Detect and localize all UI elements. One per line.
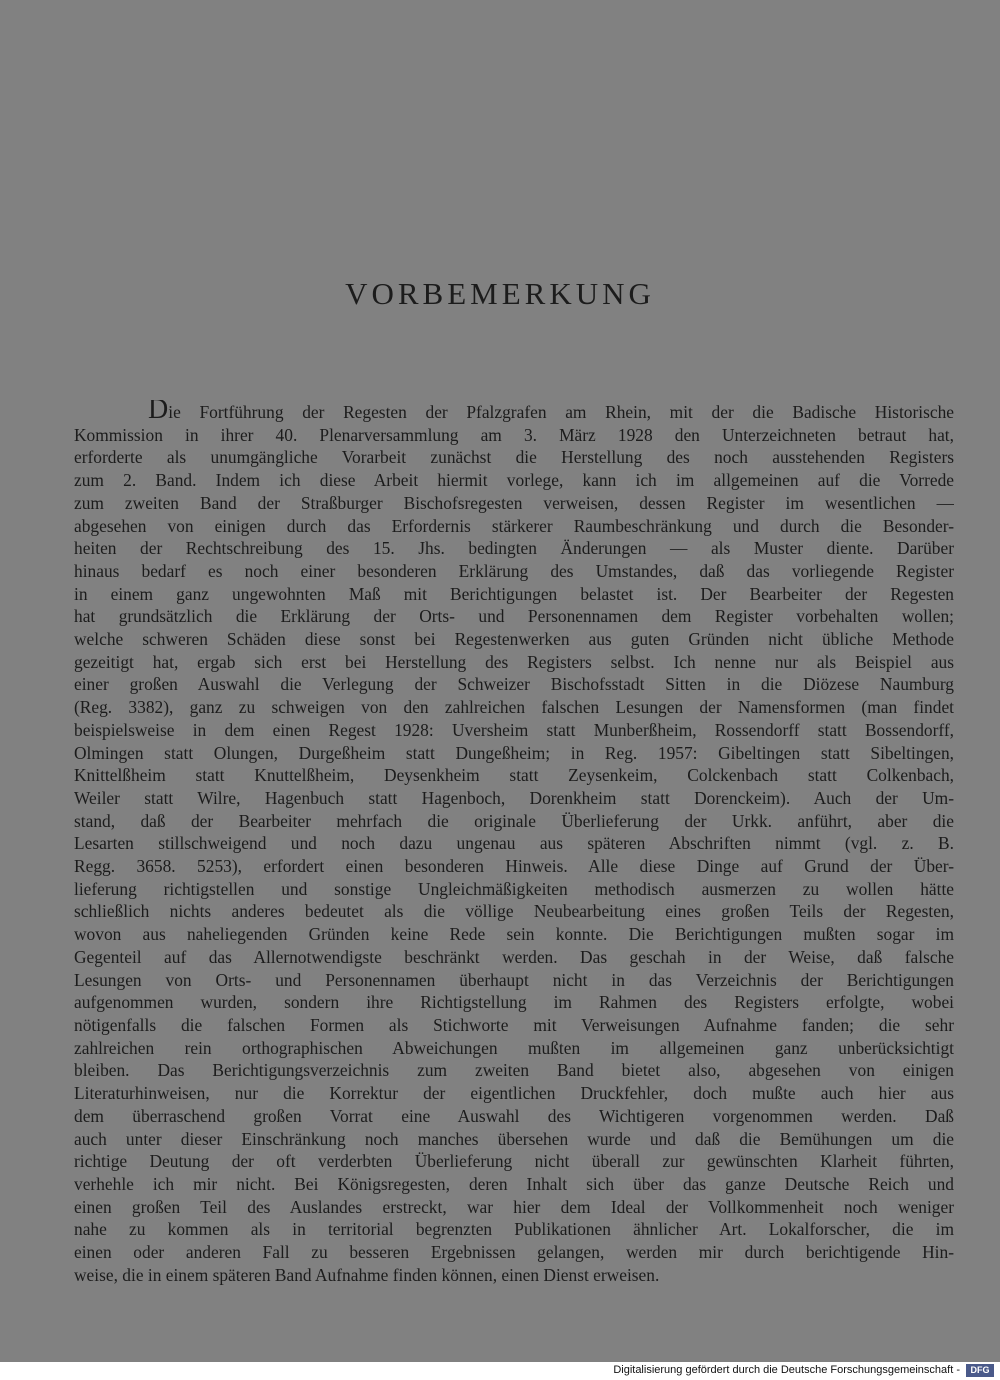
text-line: erforderte als unumgängliche Vorarbeit zunächst die Herstellung des noch ausstehenden Registers — [74, 447, 954, 468]
text-line: hat grundsätzlich die Erklärung der Orts- und Personennamen dem Register vorbehalten wollen; — [74, 606, 954, 627]
text-line: Literaturhinweisen, nur die Korrektur der eigentlichen Druckfehler, doch mußte auch hier aus — [74, 1083, 954, 1104]
text-line: in einem ganz ungewohnten Maß mit Berichtigungen belastet ist. Der Bearbeiter der Regesten — [74, 583, 954, 604]
text-line: aufgenommen wurden, sondern ihre Richtigstellung im Rahmen des Registers erfolgte, wobei — [74, 992, 954, 1013]
text-line-1-content: ie Fortführung der Regesten der Pfalzgrafen am Rhein, mit der die Badische Historische — [168, 402, 954, 422]
text-line: welche schweren Schäden diese sonst bei Regestenwerken aus guten Gründen nicht übliche Methode — [74, 629, 954, 650]
text-line: zum 2. Band. Indem ich diese Arbeit hiermit vorlege, kann ich im allgemeinen auf die Vorrede — [74, 470, 954, 491]
text-line: Kommission in ihrer 40. Plenarversammlung am 3. März 1928 den Unterzeichneten betraut hat, — [74, 424, 954, 445]
footer-credit: Digitalisierung gefördert durch die Deutsche Forschungsgemeinschaft - — [613, 1364, 960, 1376]
text-line: heiten der Rechtschreibung des 15. Jhs. bedingten Änderungen — als Muster diente. Darüber — [74, 538, 954, 559]
body-paragraph — [74, 400, 954, 1286]
text-line: Lesungen von Orts- und Personennamen überhaupt nicht in das Verzeichnis der Berichtigungen — [74, 969, 954, 990]
text-line: zahlreichen rein orthographischen Abweichungen mußten im allgemeinen ganz unberücksichtigt — [74, 1037, 954, 1058]
text-line: zum zweiten Band der Straßburger Bischofsregesten verweisen, dessen Register im wesentlichen — — [74, 492, 954, 513]
text-line: (Reg. 3382), ganz zu schweigen von den zahlreichen falschen Lesungen der Namensformen (man findet — [74, 697, 954, 718]
text-line: Regg. 3658. 5253), erfordert einen besonderen Hinweis. Alle diese Dinge auf Grund der Über- — [74, 856, 954, 877]
text-line: einer großen Auswahl die Verlegung der Schweizer Bischofsstadt Sitten in die Diözese Naumburg — [74, 674, 954, 695]
text-line-last: weise, die in einem späteren Band Aufnahme finden können, einen Dienst erweisen. — [74, 1264, 660, 1285]
text-line: Knittelßheim statt Knuttelßheim, Deysenkheim statt Zeysenkeim, Colckenbach statt Colkenbach, — [74, 765, 954, 786]
text-line: auch unter dieser Einschränkung noch manches übersehen wurde und daß die Bemühungen um die — [74, 1128, 954, 1149]
drop-cap: D — [148, 400, 169, 424]
text-line: lieferung richtigstellen und sonstige Ungleichmäßigkeiten methodisch ausmerzen zu wollen hätte — [74, 878, 954, 899]
text-line: schließlich nichts anderes bedeutet als die völlige Neubearbeitung eines großen Teils der Regesten, — [74, 901, 954, 922]
text-line: bleiben. Das Berichtigungsverzeichnis zum zweiten Band bietet also, abgesehen von einigen — [74, 1060, 954, 1081]
dfg-logo-icon: DFG — [966, 1364, 994, 1377]
text-line: Lesarten stillschweigend und noch dazu ungenau aus späteren Abschriften nimmt (vgl. z. B. — [74, 833, 954, 854]
text-line: beispielsweise in dem einen Regest 1928: Uversheim statt Munberßheim, Rossendorff statt Bossendorff, — [74, 719, 954, 740]
text-line: Olmingen statt Olungen, Durgeßheim statt Dungeßheim; in Reg. 1957: Gibeltingen statt Sibeltingen, — [74, 742, 954, 763]
text-line: verhehle ich mir nicht. Bei Königsregesten, deren Inhalt sich über das ganze Deutsche Reich und — [74, 1173, 954, 1194]
text-line: gezeitigt hat, ergab sich erst bei Herstellung des Registers selbst. Ich nenne nur als Beispiel aus — [74, 651, 954, 672]
text-line: wovon aus naheliegenden Gründen keine Rede sein konnte. Die Berichtigungen mußten sogar im — [74, 924, 954, 945]
text-line: richtige Deutung der oft verderbten Überlieferung nicht überall zur gewünschten Klarheit führten, — [74, 1151, 954, 1172]
text-line: einen großen Teil des Auslandes erstreckt, war hier dem Ideal der Vollkommenheit noch weniger — [74, 1196, 954, 1217]
text-line: nahe zu kommen als in territorial begrenzten Publikationen ähnlicher Art. Lokalforscher, die im — [74, 1219, 954, 1240]
text-line: abgesehen von einigen durch das Erfordernis stärkerer Raumbeschränkung und durch die Besonder- — [74, 515, 954, 536]
text-line: einen oder anderen Fall zu besseren Ergebnissen gelangen, werden mir durch berichtigende Hin- — [74, 1242, 954, 1263]
footer-bar — [0, 1362, 1000, 1380]
text-line: stand, daß der Bearbeiter mehrfach die originale Überlieferung der Urkk. anführt, aber die — [74, 810, 954, 831]
text-line: nötigenfalls die falschen Formen als Stichworte mit Verweisungen Aufnahme fanden; die sehr — [74, 1014, 954, 1035]
text-line: hinaus bedarf es noch einer besonderen Erklärung des Umstandes, daß das vorliegende Register — [74, 560, 954, 581]
text-line-1 — [74, 400, 954, 424]
page-heading: VORBEMERKUNG — [345, 276, 655, 311]
text-line: dem überraschend großen Vorrat eine Auswahl des Wichtigeren vorgenommen werden. Daß — [74, 1105, 954, 1126]
text-line: Gegenteil auf das Allernotwendigste beschränkt werden. Das geschah in der Weise, daß falsche — [74, 946, 954, 967]
text-line: Weiler statt Wilre, Hagenbuch statt Hagenboch, Dorenkheim statt Dorenckeim). Auch der Um- — [74, 787, 954, 808]
